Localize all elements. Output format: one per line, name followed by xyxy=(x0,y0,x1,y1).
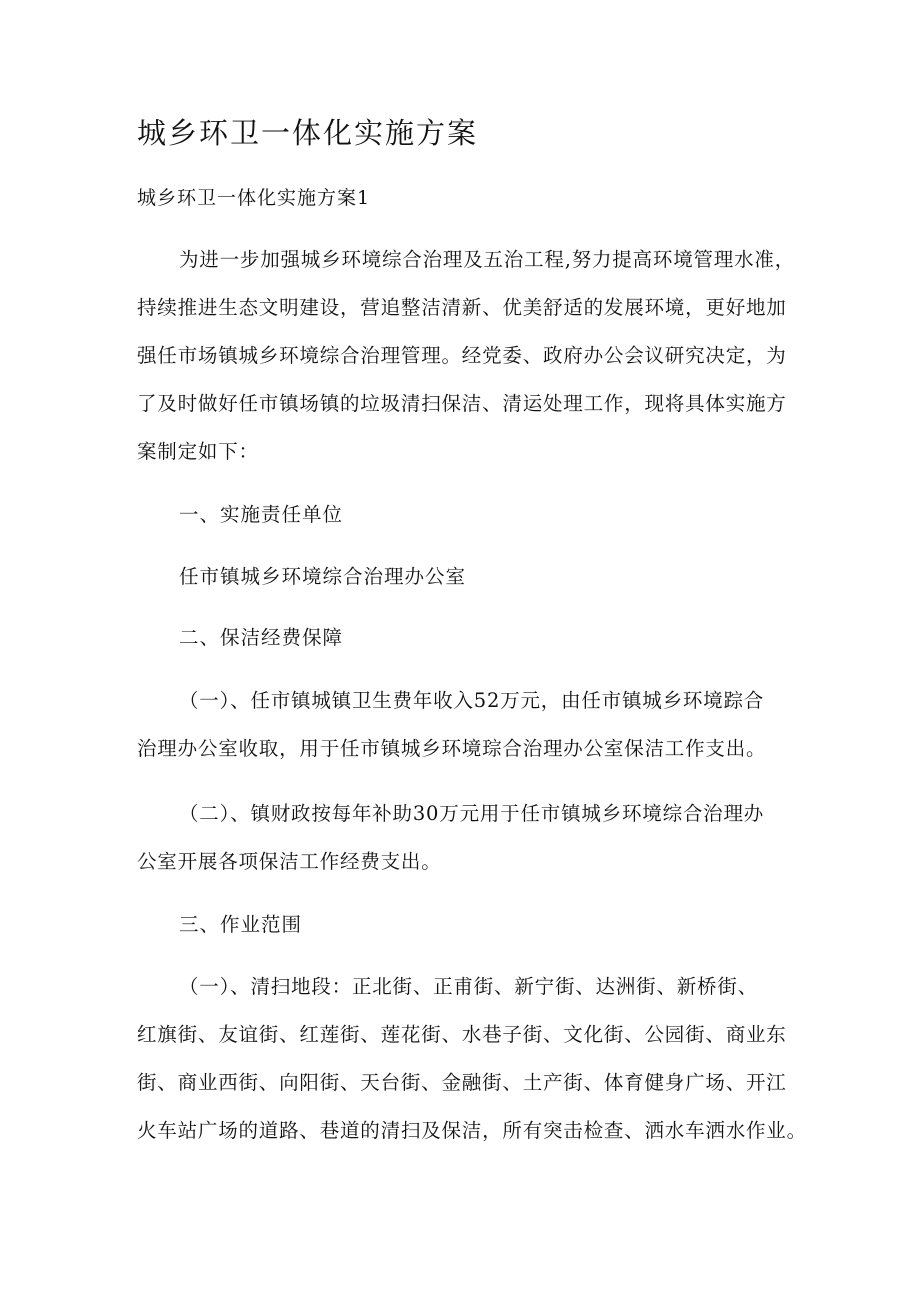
intro-line: 持续推进生态文明建设，营追整洁清新、优美舒适的发展环境，更好地加 xyxy=(137,296,787,319)
intro-line: 强任市场镇城乡环境综合治理管理。经党委、政府办公会议研究决定，为 xyxy=(137,344,787,367)
section1-body: 任市镇城乡环境综合治理办公室 xyxy=(179,565,467,588)
section2-item2-line: 公室开展各项保洁工作经费支出。 xyxy=(137,850,442,873)
intro-paragraph xyxy=(137,236,795,476)
section3-item1-line: 红旗街、友谊街、红莲街、莲花街、水巷子街、文化街、公园街、商业东 xyxy=(137,1023,787,1046)
section2-item1-line: （一）、任市镇城镇卫生费年收入52万元，由任市镇城乡环境踪合 xyxy=(179,689,765,712)
intro-line: 案制定如下： xyxy=(137,440,259,463)
section3-item1-line: 街、商业西街、向阳街、天台街、金融街、土产街、体育健身广场、开江 xyxy=(137,1071,787,1094)
section2-item1-line: 治理办公室收取，用于任市镇城乡环境琮合治理办公室保洁工作支出。 xyxy=(137,737,767,760)
section1-heading: 一、实施责任单位 xyxy=(179,503,344,526)
section3-item1-line: （一）、清扫地段：正北街、正甫街、新宁街、达洲街、新桥街、 xyxy=(179,975,758,998)
document-subtitle: 城乡环卫一体化实施方案1 xyxy=(137,187,371,209)
section2-heading: 二、保洁经费保障 xyxy=(179,626,344,649)
section2-item2-line: （二）、镇财政按每年补助30万元用于任市镇城乡环境综合治理办 xyxy=(179,802,765,825)
section3-item1-line: 火车站广场的道路、巷道的清扫及保洁，所有突击检查、洒水车洒水作业。 xyxy=(137,1119,807,1142)
document-title: 城乡环卫一体化实施方案 xyxy=(137,116,479,150)
section2-item2 xyxy=(137,790,792,886)
section2-item1 xyxy=(137,677,792,773)
intro-line: 为进一步加强城乡环境综合治理及五治工程,努力提高环境管理水准， xyxy=(179,248,795,271)
intro-line: 了及时做好任市镇场镇的垃圾清扫保洁、清运处理工作，现将具体实施方 xyxy=(137,392,787,415)
section3-item1 xyxy=(137,963,807,1155)
section3-heading: 三、作业范围 xyxy=(179,913,303,936)
